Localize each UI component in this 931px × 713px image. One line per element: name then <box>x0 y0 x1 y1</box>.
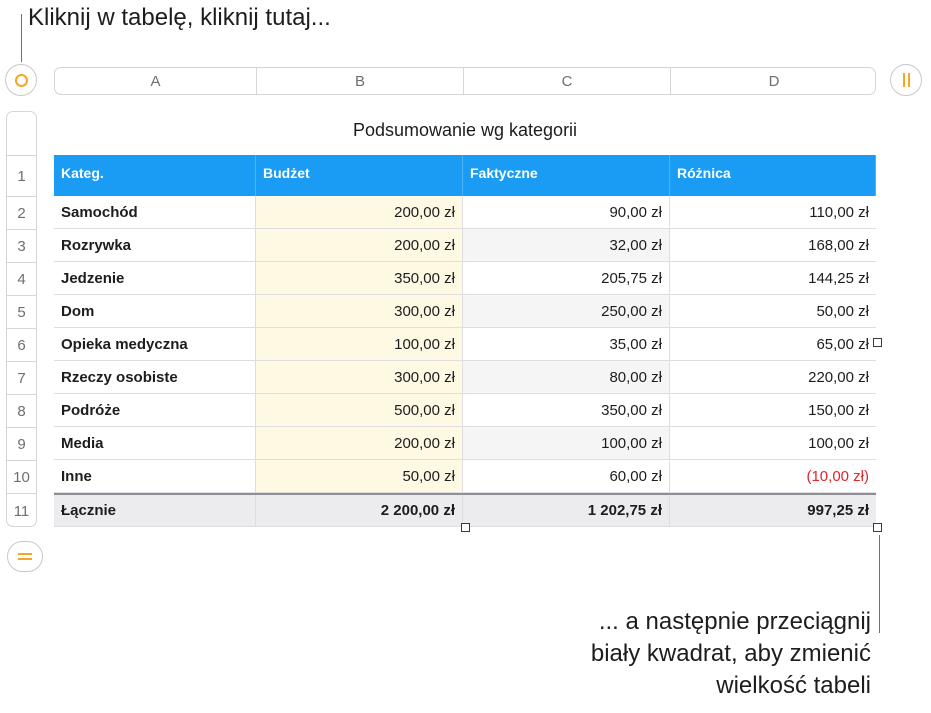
total-budget-cell[interactable]: 2 200,00 zł <box>256 495 463 526</box>
actual-cell[interactable]: 80,00 zł <box>463 361 670 393</box>
actual-cell[interactable]: 90,00 zł <box>463 196 670 228</box>
difference-cell[interactable]: 50,00 zł <box>816 302 869 320</box>
callout-bottom <box>591 606 871 702</box>
difference-cell[interactable]: 110,00 zł <box>809 203 869 221</box>
actual-cell[interactable]: 205,75 zł <box>463 262 670 294</box>
actual-cell[interactable]: 350,00 zł <box>463 394 670 426</box>
table-row <box>54 460 876 493</box>
column-header-d[interactable]: D <box>768 72 780 90</box>
callout-bottom-leader-line <box>879 535 880 633</box>
row-header-2[interactable]: 2 <box>7 197 36 230</box>
row-handle-button[interactable] <box>7 541 43 572</box>
header-cell-actual[interactable]: Faktyczne <box>463 155 670 196</box>
budget-cell[interactable]: 300,00 zł <box>256 361 463 393</box>
category-cell[interactable]: Podróże <box>54 394 256 426</box>
total-difference-cell[interactable]: 997,25 zł <box>807 502 869 519</box>
difference-cell[interactable]: 220,00 zł <box>808 368 869 386</box>
row-header-1[interactable]: 1 <box>7 156 36 197</box>
table-total-row <box>54 493 876 527</box>
header-cell-difference[interactable]: Różnica <box>670 155 876 196</box>
table-select-circle-icon <box>15 74 28 87</box>
difference-cell[interactable]: 144,25 zł <box>808 269 869 287</box>
difference-cell[interactable]: 100,00 zł <box>808 434 869 452</box>
budget-cell[interactable]: 350,00 zł <box>256 262 463 294</box>
difference-cell[interactable]: 150,00 zł <box>808 401 869 419</box>
budget-cell[interactable]: 300,00 zł <box>256 295 463 327</box>
category-cell[interactable]: Rozrywka <box>54 229 256 261</box>
column-header-a[interactable]: A <box>55 68 257 94</box>
row-header-6[interactable]: 6 <box>7 329 36 362</box>
actual-cell[interactable]: 32,00 zł <box>463 229 670 261</box>
row-header-11[interactable]: 11 <box>13 502 30 520</box>
actual-cell[interactable]: 35,00 zł <box>463 328 670 360</box>
table-row <box>54 262 876 295</box>
budget-cell[interactable]: 200,00 zł <box>256 196 463 228</box>
table-title[interactable]: Podsumowanie wg kategorii <box>352 120 578 140</box>
column-header-b[interactable]: B <box>257 68 464 94</box>
row-header-8[interactable]: 8 <box>7 395 36 428</box>
resize-handle-right[interactable] <box>873 338 882 347</box>
table-row <box>54 229 876 262</box>
table-select-button[interactable] <box>5 64 37 96</box>
budget-cell[interactable]: 500,00 zł <box>256 394 463 426</box>
callout-bottom-line-2: biały kwadrat, aby zmienić <box>590 640 871 667</box>
row-header-5[interactable]: 5 <box>7 296 36 329</box>
actual-cell[interactable]: 100,00 zł <box>463 427 670 459</box>
callout-top: Kliknij w tabelę, kliknij tutaj... <box>28 4 331 31</box>
row-header-4[interactable]: 4 <box>7 263 36 296</box>
row-header-title-spacer <box>7 112 36 156</box>
table-grid <box>54 155 876 527</box>
row-header-3[interactable]: 3 <box>7 230 36 263</box>
table-header-row <box>54 155 876 196</box>
row-header-bar <box>6 111 37 527</box>
row-header-10[interactable]: 10 <box>7 461 36 494</box>
category-cell[interactable]: Samochód <box>54 196 256 228</box>
category-cell[interactable]: Opieka medyczna <box>54 328 256 360</box>
resize-handle-bottom[interactable] <box>461 523 470 532</box>
table-row <box>54 361 876 394</box>
category-cell[interactable]: Rzeczy osobiste <box>54 361 256 393</box>
row-header-7[interactable]: 7 <box>7 362 36 395</box>
actual-cell[interactable]: 60,00 zł <box>463 460 670 492</box>
total-label-cell[interactable]: Łącznie <box>54 495 256 526</box>
difference-cell[interactable]: 65,00 zł <box>816 335 869 353</box>
column-handle-button[interactable] <box>890 64 922 96</box>
difference-cell[interactable]: 168,00 zł <box>808 236 869 254</box>
budget-cell[interactable]: 50,00 zł <box>256 460 463 492</box>
row-header-9[interactable]: 9 <box>7 428 36 461</box>
budget-cell[interactable]: 100,00 zł <box>256 328 463 360</box>
table-row <box>54 394 876 427</box>
budget-cell[interactable]: 200,00 zł <box>256 229 463 261</box>
budget-cell[interactable]: 200,00 zł <box>256 427 463 459</box>
header-cell-budget[interactable]: Budżet <box>256 155 463 196</box>
table-row <box>54 328 876 361</box>
table-row <box>54 295 876 328</box>
header-cell-category[interactable]: Kateg. <box>54 155 256 196</box>
category-cell[interactable]: Inne <box>54 460 256 492</box>
table-row <box>54 427 876 460</box>
column-header-bar <box>54 67 876 95</box>
category-cell[interactable]: Media <box>54 427 256 459</box>
column-header-c[interactable]: C <box>464 68 671 94</box>
row-equal-icon <box>18 553 32 560</box>
table-row <box>54 196 876 229</box>
actual-cell[interactable]: 250,00 zł <box>463 295 670 327</box>
total-actual-cell[interactable]: 1 202,75 zł <box>463 495 670 526</box>
callout-bottom-line-3: wielkość tabeli <box>716 672 871 699</box>
callout-top-leader-line <box>21 14 22 62</box>
resize-handle-corner[interactable] <box>873 523 882 532</box>
callout-bottom-line-1: ... a następnie przeciągnij <box>598 608 871 635</box>
category-cell[interactable]: Jedzenie <box>54 262 256 294</box>
column-pause-icon <box>903 73 910 87</box>
difference-cell-negative[interactable]: (10,00 zł) <box>806 467 869 485</box>
category-cell[interactable]: Dom <box>54 295 256 327</box>
